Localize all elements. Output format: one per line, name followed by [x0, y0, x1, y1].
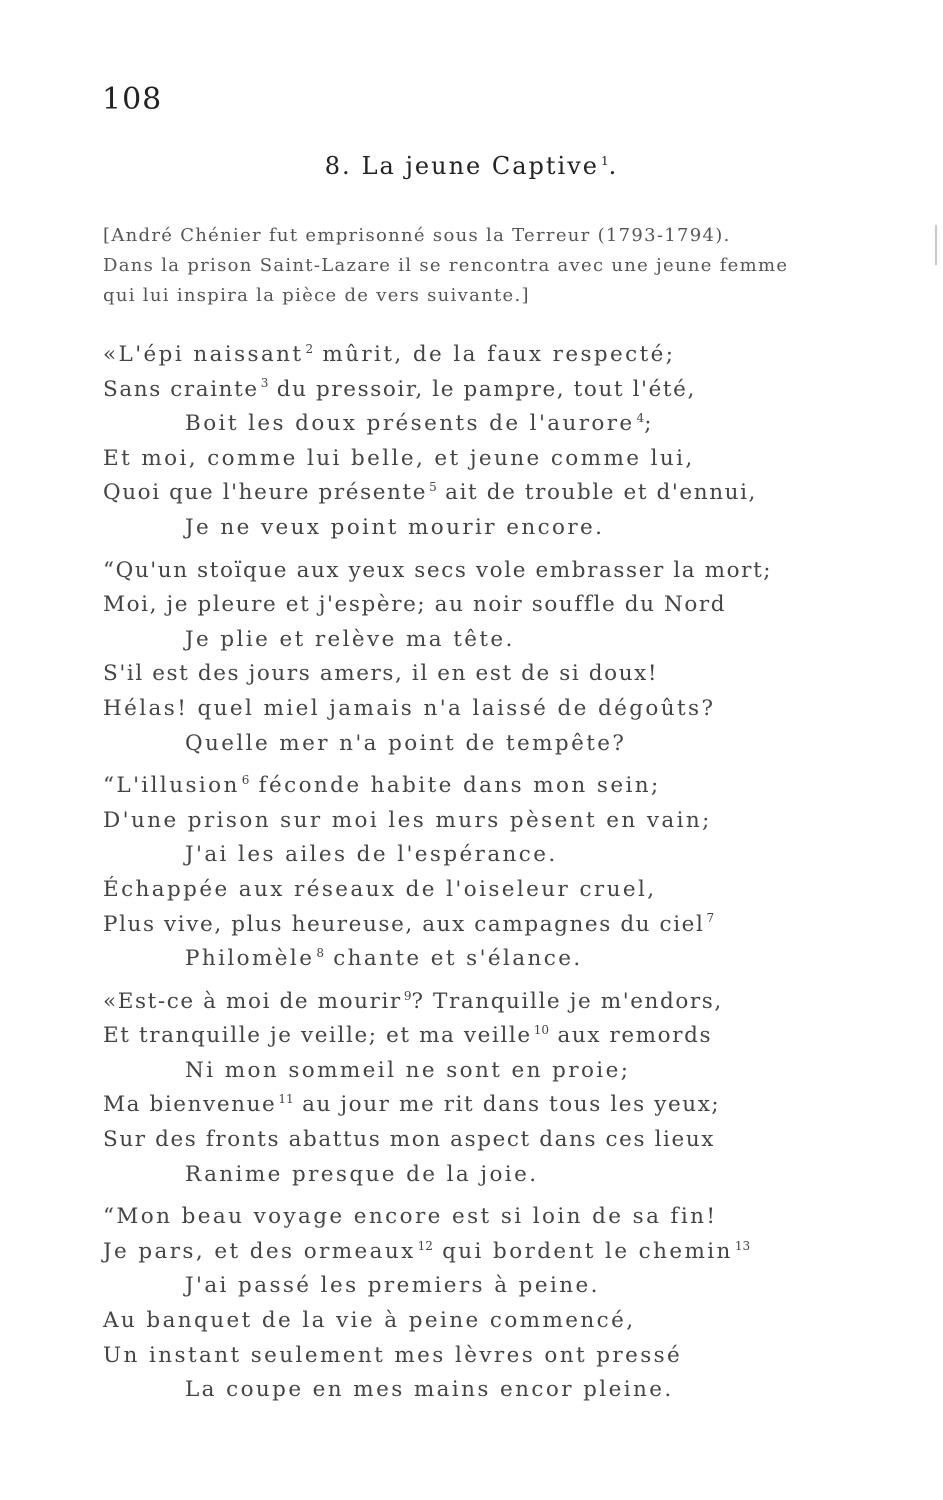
- intro-line: [André Chénier fut emprisonné sous la Terreur (1793-1794).: [103, 225, 731, 246]
- verse-text: D'une prison sur moi les murs pèsent en vain;: [103, 807, 712, 833]
- verse-line: [103, 623, 863, 658]
- verse-line: [103, 476, 863, 511]
- verse-text: Ma bienvenue: [103, 1092, 277, 1118]
- verse-text: Moi, je pleure et j'espère; au noir souffle du Nord: [103, 592, 727, 618]
- verse-line: [103, 908, 863, 943]
- verse-text: ;: [644, 411, 654, 437]
- verse-line: [103, 1123, 863, 1158]
- verse-text: Quoi que l'heure présente: [103, 480, 428, 506]
- footnote-ref: 1: [601, 154, 609, 168]
- verse-line: [103, 657, 863, 692]
- verse-text: «Est-ce à moi de mourir: [103, 988, 402, 1014]
- poem-number: 8.: [324, 152, 352, 180]
- verse-text: J'ai passé les premiers à peine.: [185, 1273, 600, 1299]
- verse-line: [103, 511, 863, 546]
- poem-title: [0, 152, 943, 180]
- verse-text: au jour me rit dans tous les yeux;: [293, 1092, 721, 1118]
- verse-text: du pressoir, le pampre, tout l'été,: [268, 376, 696, 402]
- footnote-ref: 8: [316, 945, 324, 960]
- verse-text: qui bordent le chemin: [432, 1238, 733, 1264]
- verse-text: S'il est des jours amers, il en est de si doux!: [103, 661, 659, 687]
- verse-line: [103, 727, 863, 762]
- verse-text: “L'illusion: [103, 773, 240, 799]
- intro-line: qui lui inspira la pièce de vers suivante.]: [103, 285, 530, 306]
- verse-text: Plus vive, plus heureuse, aux campagnes du ciel: [103, 911, 705, 937]
- verse-line: [103, 338, 863, 373]
- verse-text: “Mon beau voyage encore est si loin de sa fin!: [103, 1204, 718, 1230]
- footnote-ref: 2: [305, 341, 314, 356]
- verse-text: Hélas! quel miel jamais n'a laissé de dégoûts?: [103, 695, 716, 721]
- verse-text: Je ne veux point mourir encore.: [185, 514, 605, 540]
- verse-line: [103, 1019, 863, 1054]
- verse-line: [103, 1269, 863, 1304]
- poem-body: [103, 338, 863, 1416]
- page-edge-mark: [935, 225, 937, 265]
- verse-text: ait de trouble et d'ennui,: [436, 480, 757, 506]
- verse-text: Je plie et relève ma tête.: [185, 626, 515, 652]
- footnote-ref: 6: [241, 772, 250, 787]
- introduction: [103, 221, 843, 311]
- verse-line: [103, 442, 863, 477]
- verse-line: [103, 1304, 863, 1339]
- verse-line: [103, 1373, 863, 1408]
- verse-line: [103, 588, 863, 623]
- stanza: [103, 985, 863, 1193]
- verse-text: mûrit, de la faux respecté;: [313, 342, 676, 367]
- verse-text: Un instant seulement mes lèvres ont pressé: [103, 1342, 683, 1368]
- verse-line: [103, 554, 863, 589]
- verse-text: Boit les doux présents de l'aurore: [185, 411, 635, 437]
- verse-text: Sur des fronts abattus mon aspect dans ces lieux: [103, 1127, 716, 1153]
- stanza: [103, 338, 863, 546]
- verse-line: [103, 804, 863, 839]
- footnote-ref: 12: [417, 1238, 433, 1253]
- poem-title-text: La jeune Captive: [361, 152, 599, 180]
- verse-line: [103, 873, 863, 908]
- verse-text: La coupe en mes mains encor pleine.: [185, 1377, 674, 1403]
- verse-line: [103, 373, 863, 408]
- verse-text: Philomèle: [185, 946, 315, 972]
- verse-text: aux remords: [549, 1023, 713, 1049]
- footnote-ref: 11: [278, 1092, 294, 1107]
- verse-line: [103, 1235, 863, 1270]
- page-number: 108: [102, 82, 163, 117]
- verse-text: Et tranquille je veille; et ma veille: [103, 1023, 532, 1049]
- stanza: [103, 1200, 863, 1408]
- stanza: [103, 769, 863, 977]
- verse-line: [103, 1339, 863, 1374]
- verse-line: [103, 692, 863, 727]
- footnote-ref: 13: [734, 1238, 751, 1253]
- footnote-ref: 10: [533, 1023, 550, 1038]
- verse-line: [103, 942, 863, 977]
- verse-text: “Qu'un stoïque aux yeux secs vole embrasser la mort;: [103, 557, 773, 583]
- verse-text: Et moi, comme lui belle, et jeune comme lui,: [103, 445, 695, 471]
- footnote-ref: 9: [403, 988, 412, 1003]
- verse-text: Je pars, et des ormeaux: [103, 1238, 416, 1264]
- intro-line: Dans la prison Saint-Lazare il se rencontra avec une jeune femme: [103, 255, 789, 276]
- verse-text: chante et s'élance.: [323, 946, 583, 972]
- stanza: [103, 554, 863, 762]
- verse-line: [103, 407, 863, 442]
- footnote-ref: 4: [636, 411, 645, 426]
- footnote-ref: 5: [429, 480, 437, 495]
- verse-text: Au banquet de la vie à peine commencé,: [103, 1308, 636, 1334]
- verse-text: Échappée aux réseaux de l'oiseleur cruel,: [103, 876, 657, 902]
- footnote-ref: 3: [260, 376, 269, 391]
- verse-text: Ni mon sommeil ne sont en proie;: [185, 1057, 631, 1083]
- verse-line: [103, 769, 863, 804]
- verse-text: féconde habite dans mon sein;: [249, 773, 661, 799]
- verse-text: Quelle mer n'a point de tempête?: [185, 730, 627, 756]
- verse-text: Ranime presque de la joie.: [185, 1161, 539, 1187]
- title-period: .: [608, 152, 619, 180]
- verse-line: [103, 1200, 863, 1235]
- verse-line: [103, 1088, 863, 1123]
- verse-line: [103, 1054, 863, 1089]
- verse-text: «L'épi naissant: [103, 342, 304, 367]
- verse-text: J'ai les ailes de l'espérance.: [185, 842, 558, 868]
- verse-text: ? Tranquille je m'endors,: [411, 988, 723, 1014]
- verse-line: [103, 838, 863, 873]
- verse-line: [103, 985, 863, 1020]
- verse-line: [103, 1158, 863, 1193]
- verse-text: Sans crainte: [103, 376, 259, 402]
- footnote-ref: 7: [706, 911, 715, 926]
